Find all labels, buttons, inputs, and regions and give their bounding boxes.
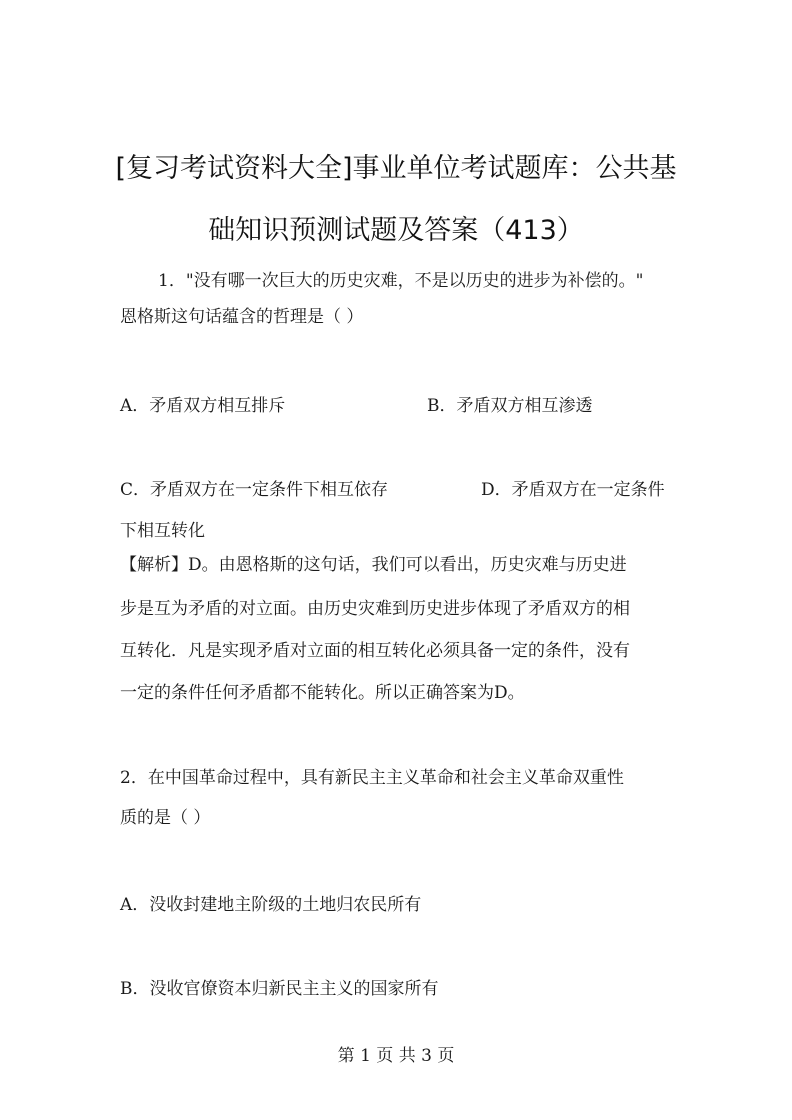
page-number-footer: 第 1 页 共 3 页 [337,1046,455,1066]
question-1-analysis-line-3: 互转化．凡是实现矛盾对立面的相互转化必须具备一定的条件，没有 [120,641,630,661]
question-1-analysis-line-2: 步是互为矛盾的对立面。由历史灾难到历史进步体现了矛盾双方的相 [120,599,630,619]
question-1-option-c: C．矛盾双方在一定条件下相互依存 [120,480,389,500]
question-2-line-1: 2．在中国革命过程中，具有新民主主义革命和社会主义革命双重性 [120,768,624,788]
question-1-option-b: B．矛盾双方相互渗透 [427,396,593,416]
question-1-option-d-line-2: 下相互转化 [120,521,205,541]
question-1-line-2: 恩格斯这句话蕴含的哲理是（ ） [120,307,364,327]
question-1-analysis-line-4: 一定的条件任何矛盾都不能转化。所以正确答案为D。 [120,683,525,703]
question-2-option-b: B．没收官僚资本归新民主主义的国家所有 [120,979,439,999]
document-title-line-2: 础知识预测试题及答案（413） [208,215,584,246]
question-1-option-d-line-1: D．矛盾双方在一定条件 [481,480,665,500]
question-1-line-1: 1．"没有哪一次巨大的历史灾难，不是以历史的进步为补偿的。" [158,271,644,291]
question-1-analysis-line-1: 【解析】D。由恩格斯的这句话，我们可以看出，历史灾难与历史进 [120,555,627,575]
question-2-option-a: A．没收封建地主阶级的土地归农民所有 [120,895,422,915]
question-1-option-a: A．矛盾双方相互排斥 [120,396,286,416]
document-title-line-1: [复习考试资料大全]事业单位考试题库：公共基 [115,153,677,184]
question-2-line-2: 质的是（ ） [120,808,211,828]
